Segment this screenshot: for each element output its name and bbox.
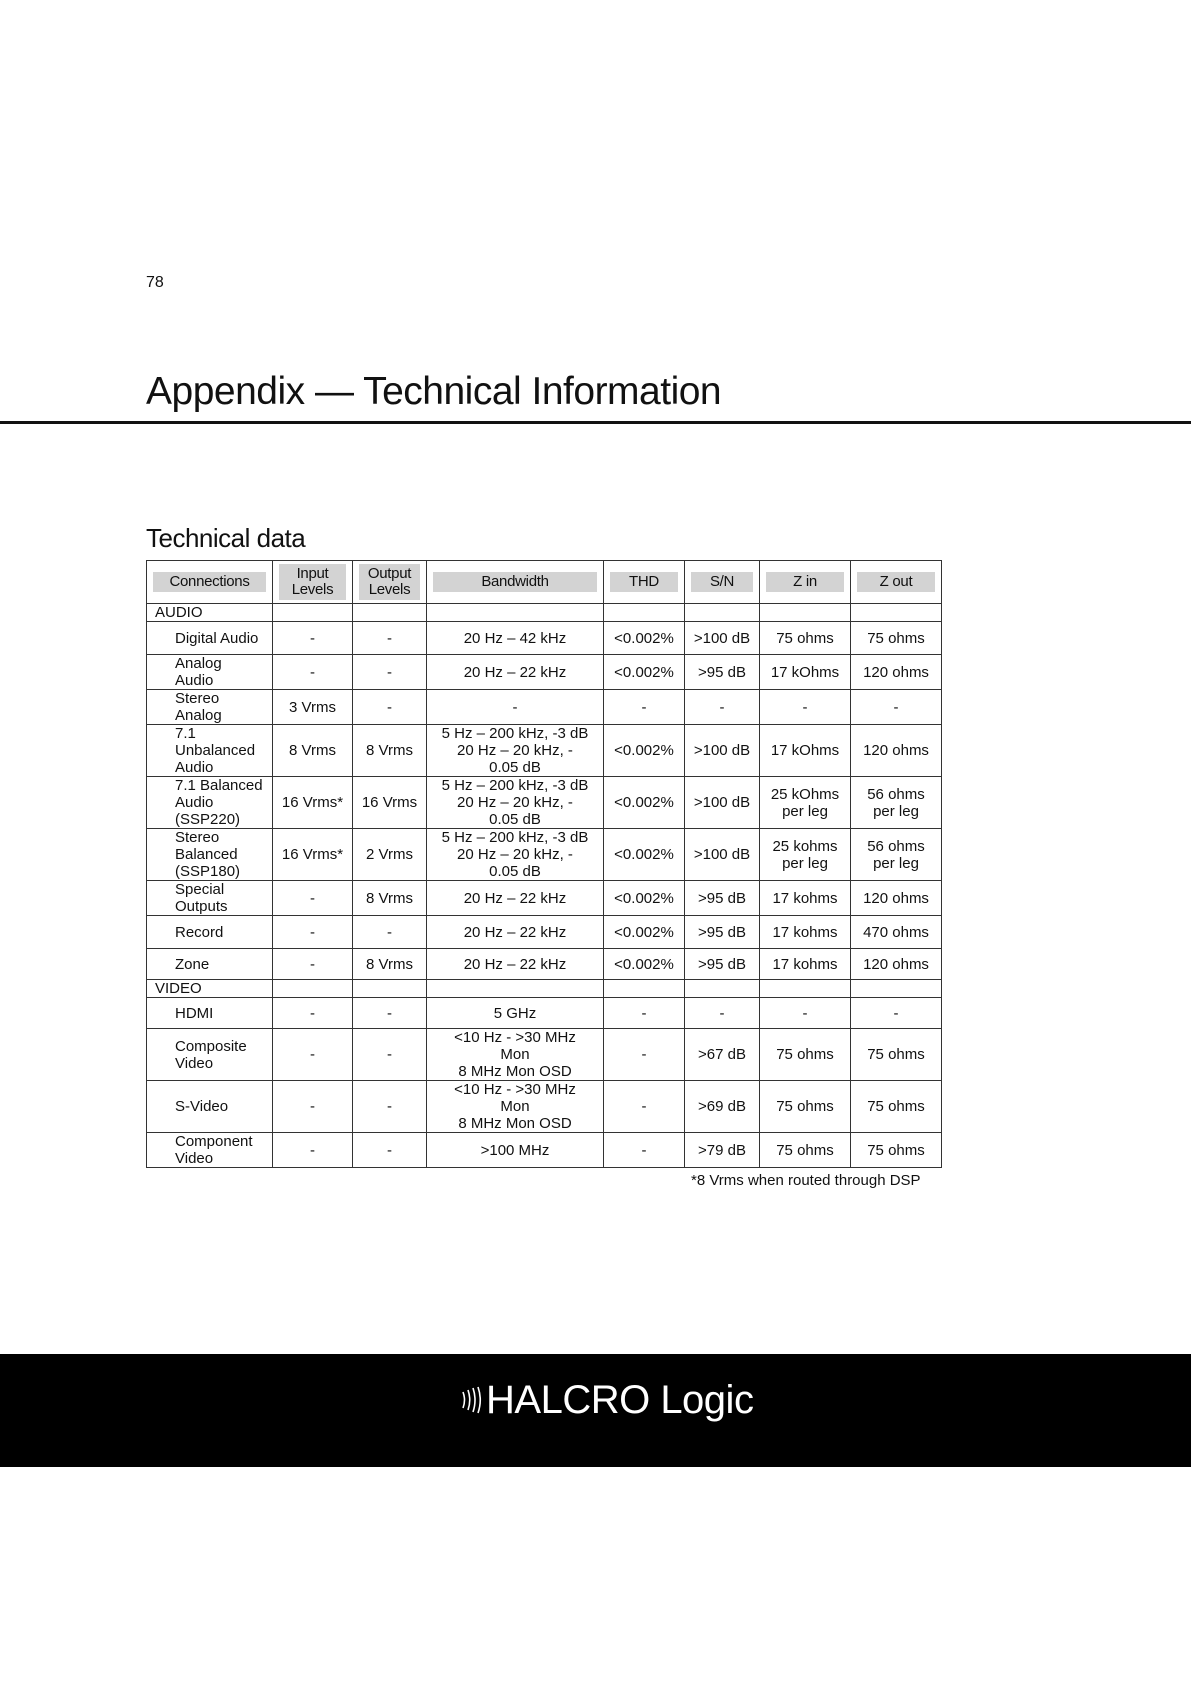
cell-z-out: 120 ohms [851,725,942,777]
cell-output-level: 2 Vrms [353,829,427,881]
cell-bandwidth: <10 Hz - >30 MHz Mon 8 MHz Mon OSD [427,1081,604,1133]
cell-z-in: 75 ohms [760,1133,851,1168]
cell-connection: Stereo Analog [147,690,273,725]
cell-bandwidth: >100 MHz [427,1133,604,1168]
cell-connection: Record [147,916,273,949]
cell-input-level: - [273,998,353,1029]
empty-cell [851,604,942,622]
cell-z-in: 17 kohms [760,881,851,916]
cell-connection: 7.1 Unbalanced Audio [147,725,273,777]
empty-cell [760,980,851,998]
cell-input-level: - [273,881,353,916]
cell-z-in: 25 kOhms per leg [760,777,851,829]
cell-input-level: 16 Vrms* [273,777,353,829]
cell-input-level: 3 Vrms [273,690,353,725]
cell-connection: Zone [147,949,273,980]
cell-sn: - [685,998,760,1029]
cell-thd: <0.002% [604,655,685,690]
cell-input-level: - [273,949,353,980]
table-row [147,690,942,725]
cell-sn: - [685,690,760,725]
cell-z-in: 17 kohms [760,949,851,980]
cell-thd: - [604,690,685,725]
cell-sn: >95 dB [685,916,760,949]
empty-cell [685,604,760,622]
table-header [147,561,942,604]
page-number: 78 [146,274,164,291]
cell-sn: >67 dB [685,1029,760,1081]
table-row [147,725,942,777]
column-header-input-levels: Input Levels [273,561,353,604]
cell-z-in: - [760,998,851,1029]
cell-bandwidth: 20 Hz – 22 kHz [427,949,604,980]
cell-bandwidth: 20 Hz – 22 kHz [427,916,604,949]
cell-z-out: 120 ohms [851,655,942,690]
cell-input-level: - [273,1081,353,1133]
brand-logo [460,1375,753,1425]
cell-z-out: 56 ohms per leg [851,777,942,829]
cell-z-out: 120 ohms [851,949,942,980]
cell-z-in: 25 kohms per leg [760,829,851,881]
cell-z-out: 120 ohms [851,881,942,916]
cell-output-level: - [353,998,427,1029]
cell-z-in: - [760,690,851,725]
cell-z-out: 75 ohms [851,1133,942,1168]
cell-bandwidth: <10 Hz - >30 MHz Mon 8 MHz Mon OSD [427,1029,604,1081]
group-label: VIDEO [147,980,273,998]
group-label: AUDIO [147,604,273,622]
column-header-sn: S/N [685,561,760,604]
table-row [147,1029,942,1081]
cell-output-level: - [353,1081,427,1133]
cell-output-level: - [353,916,427,949]
cell-z-in: 17 kohms [760,916,851,949]
cell-output-level: - [353,1029,427,1081]
empty-cell [273,980,353,998]
table-row [147,622,942,655]
table-row [147,1133,942,1168]
cell-connection: HDMI [147,998,273,1029]
empty-cell [604,604,685,622]
cell-z-out: 75 ohms [851,622,942,655]
table-body [147,604,942,1168]
cell-input-level: - [273,1029,353,1081]
table-header-row [147,561,942,604]
cell-bandwidth: 5 Hz – 200 kHz, -3 dB 20 Hz – 20 kHz, - 0.05 dB [427,829,604,881]
cell-z-out: 75 ohms [851,1081,942,1133]
table-row [147,1081,942,1133]
cell-thd: <0.002% [604,622,685,655]
cell-thd: - [604,998,685,1029]
cell-sn: >69 dB [685,1081,760,1133]
cell-thd: - [604,1081,685,1133]
cell-z-in: 75 ohms [760,1081,851,1133]
empty-cell [760,604,851,622]
cell-connection: Digital Audio [147,622,273,655]
empty-cell [273,604,353,622]
cell-thd: <0.002% [604,777,685,829]
table-row [147,998,942,1029]
cell-z-in: 75 ohms [760,622,851,655]
cell-thd: - [604,1133,685,1168]
cell-sn: >100 dB [685,622,760,655]
cell-thd: <0.002% [604,949,685,980]
empty-cell [685,980,760,998]
column-header-thd: THD [604,561,685,604]
cell-input-level: - [273,655,353,690]
cell-sn: >79 dB [685,1133,760,1168]
cell-connection: 7.1 Balanced Audio (SSP220) [147,777,273,829]
cell-z-in: 17 kOhms [760,655,851,690]
cell-thd: - [604,1029,685,1081]
cell-output-level: 8 Vrms [353,725,427,777]
brand-text: HALCRO Logic [486,1377,754,1422]
empty-cell [353,980,427,998]
cell-bandwidth: 5 GHz [427,998,604,1029]
section-heading: Technical data [146,523,306,553]
cell-sn: >95 dB [685,881,760,916]
cell-connection: Special Outputs [147,881,273,916]
cell-bandwidth: 5 Hz – 200 kHz, -3 dB 20 Hz – 20 kHz, - 0.05 dB [427,777,604,829]
table-row [147,655,942,690]
cell-bandwidth: 5 Hz – 200 kHz, -3 dB 20 Hz – 20 kHz, - 0.05 dB [427,725,604,777]
empty-cell [353,604,427,622]
cell-z-out: - [851,690,942,725]
cell-input-level: - [273,622,353,655]
cell-z-in: 75 ohms [760,1029,851,1081]
column-header-z-out: Z out [851,561,942,604]
cell-input-level: - [273,916,353,949]
cell-connection: Stereo Balanced (SSP180) [147,829,273,881]
empty-cell [604,980,685,998]
cell-thd: <0.002% [604,916,685,949]
column-header-connections: Connections [147,561,273,604]
cell-thd: <0.002% [604,725,685,777]
table-row [147,949,942,980]
empty-cell [427,980,604,998]
cell-bandwidth: 20 Hz – 22 kHz [427,881,604,916]
cell-z-out: - [851,998,942,1029]
cell-output-level: 8 Vrms [353,881,427,916]
column-header-bandwidth: Bandwidth [427,561,604,604]
cell-output-level: - [353,1133,427,1168]
column-header-output-levels: Output Levels [353,561,427,604]
cell-sn: >95 dB [685,949,760,980]
cell-sn: >95 dB [685,655,760,690]
cell-connection: Composite Video [147,1029,273,1081]
empty-cell [851,980,942,998]
cell-bandwidth: 20 Hz – 22 kHz [427,655,604,690]
cell-output-level: - [353,690,427,725]
cell-z-out: 75 ohms [851,1029,942,1081]
cell-output-level: - [353,622,427,655]
cell-connection: Component Video [147,1133,273,1168]
cell-connection: Analog Audio [147,655,273,690]
cell-input-level: 8 Vrms [273,725,353,777]
cell-output-level: - [353,655,427,690]
cell-sn: >100 dB [685,829,760,881]
cell-output-level: 8 Vrms [353,949,427,980]
technical-data-table [146,560,942,1168]
cell-bandwidth: 20 Hz – 42 kHz [427,622,604,655]
table-row [147,829,942,881]
table-row [147,881,942,916]
cell-z-out: 56 ohms per leg [851,829,942,881]
empty-cell [427,604,604,622]
table-row [147,777,942,829]
sound-waves-icon [460,1385,484,1415]
cell-input-level: - [273,1133,353,1168]
cell-connection: S-Video [147,1081,273,1133]
cell-thd: <0.002% [604,829,685,881]
cell-input-level: 16 Vrms* [273,829,353,881]
cell-z-in: 17 kOhms [760,725,851,777]
title-rule [0,421,1191,424]
cell-sn: >100 dB [685,725,760,777]
table-group-row [147,980,942,998]
page-title: Appendix — Technical Information [146,370,722,413]
table-group-row [147,604,942,622]
cell-sn: >100 dB [685,777,760,829]
footnote: *8 Vrms when routed through DSP [691,1172,921,1189]
table-row [147,916,942,949]
cell-z-out: 470 ohms [851,916,942,949]
column-header-z-in: Z in [760,561,851,604]
cell-output-level: 16 Vrms [353,777,427,829]
cell-bandwidth: - [427,690,604,725]
cell-thd: <0.002% [604,881,685,916]
